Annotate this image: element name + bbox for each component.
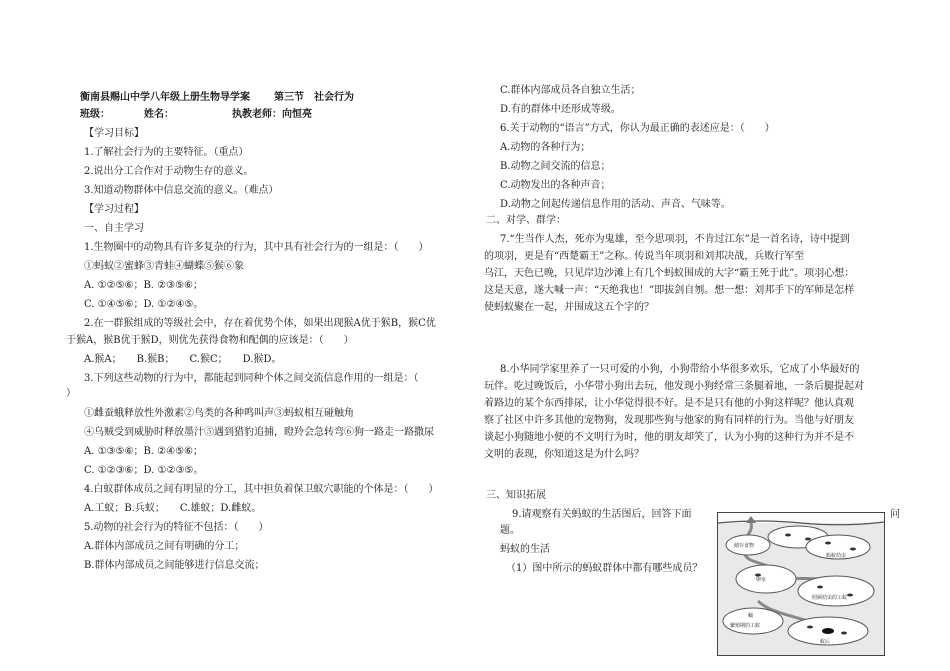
process-heading: 【学习过程】 [84,204,144,215]
chamber-label-queen: 蚁后 [820,639,831,645]
question-3-options-cd: C. ①②③⑥；D. ①②③⑤。 [84,465,204,476]
goal-2: 2.说出分工合作对于动物生存的意义。 [84,166,254,177]
nursery-chamber [798,576,874,606]
question-9-text-wrap: 问 [890,509,900,520]
teacher-label: 执教老师：向恒亮 [232,109,312,120]
question-8-line-2: 玩伴。吃过晚饭后，小华带小狗出去玩，他发现小狗经常三条腿着地，一条后腿提起对 [484,381,864,392]
ant [850,548,856,551]
question-9-text: 9.请观察有关蚂蚁的生活图后，回答下面 [512,509,692,520]
question-9-sub-1: （1）图中所示的蚂蚁群体中都有哪些成员？ [506,563,703,574]
question-7-line-1: 7.“生当作人杰，死亦为鬼雄，至今思项羽，不肯过江东”是一首名诗，诗中提到 [500,234,850,245]
ant [841,632,847,635]
ant [817,586,823,589]
ant-life-title: 蚂蚁的生活 [500,544,550,555]
document-title-line [80,91,354,105]
name-label: 姓名： [144,109,174,120]
question-7-line-4: 这是天意，遂大喊一声：“天绝我也！”即拔剑自刎。想一想：刘邦手下的军师是怎样 [484,285,855,296]
goals-heading: 【学习目标】 [84,128,144,139]
ant-nest-illustration [718,513,884,655]
ant [805,538,811,541]
chamber-label-eggs: 卵室 [756,577,767,583]
ant [847,594,853,597]
question-5-option-c: C.群体内部成员各自独立生活； [500,85,641,96]
document-title: 衡南县赐山中学八年级上册生物导学案 [80,92,250,103]
question-8-line-6: 文明的表现，你知道这是为什么吗？ [484,449,644,460]
question-6-option-b: B.动物之间交流的信息； [500,161,611,172]
ant [807,626,813,629]
question-6-option-d: D.动物之间起传递信息作用的活动、声音、气味等。 [500,199,731,210]
goal-3: 3.知道动物群体中信息交流的意义。（难点） [84,185,279,196]
question-3-items-2: ④乌贼受到威胁时释放墨汁⑤遇到猎豹追捕，瞪羚会急转弯⑥狗一路走一路撒尿 [84,427,434,438]
question-1-options-cd: C. ①④⑤⑥；D. ①②④⑤。 [84,299,204,310]
part-2-heading: 二、对学、群学： [486,215,566,226]
question-2-line-2: 于猴A，猴B优于猴D，则优先获得食物和配偶的应该是：（ ） [66,335,354,346]
question-5-option-b: B.群体内部成员之间能够进行信息交流； [84,560,265,571]
question-6-option-a: A.动物的各种行为； [500,142,591,153]
question-5: 5.动物的社会行为的特征不包括：（ ） [84,522,269,533]
question-3-line-1: 3.下列这些动物的行为中，都能起到同种个体之间交流信息作用的一组是：（ [84,373,419,384]
pupa-chamber [723,608,783,634]
question-3-line-2: ） [66,388,76,399]
question-3-options-ab: A. ①③⑤⑥；B. ②④⑤⑥； [84,446,204,457]
section-title: 第三节 社会行为 [274,92,354,103]
question-7-line-3: 乌江，天色已晚，只见岸边沙滩上有几个蚂蚁围成的大字“霸王死于此”。项羽心想： [484,268,855,279]
ant [825,542,831,545]
part-3-heading: 三、知识拓展 [486,490,546,501]
question-6: 6.关于动物的“语言”方式，你认为最正确的表述应是：（ ） [500,123,775,134]
question-8-line-4: 察了社区中许多其他的宠物狗，发现那些狗与他家的狗有同样的行为。当他与好朋友 [484,415,854,426]
question-7-line-2: 的项羽，更是有“西楚霸王”之称。传说当年项羽和刘邦决战，兵败行军至 [484,251,805,262]
question-1: 1.生物圈中的动物具有许多复杂的行为，其中具有社会行为的一组是：（ ） [84,242,429,253]
question-1-items: ①蚂蚁②蜜蜂③青蛙④蝴蝶⑤猴⑥象 [84,261,244,272]
question-4-options: A.工蚁；B.兵蚁； C.雄蚁；D.雌蚁。 [84,503,262,514]
question-2-line-1: 2.在一群猴组成的等级社会中，存在着优势个体，如果出现猴A优于猴B，猴C优 [84,318,436,329]
chamber-label-food: 储存食物 [734,543,755,549]
question-9-text-end: 题。 [500,525,520,536]
chamber-label-breeding-workers: 繁殖期的工蚁 [730,623,761,629]
question-5-option-a: A.群体内部成员之间有明确的分工； [84,541,245,552]
chamber-label-nurse-workers: 照顾幼虫的工蚁 [812,595,848,601]
question-2-options: A.猴A； B.猴B； C.猴C； D.猴D。 [84,354,282,365]
question-5-option-d: D.有的群体中还形成等级。 [500,104,621,115]
question-8-line-3: 着路边的某个东西排尿，让小华觉得很不好。是不是只有他的小狗这样呢？他认真观 [484,398,854,409]
question-4: 4.白蚁群体成员之间有明显的分工，其中担负着保卫蚁穴职能的个体是：（ ） [84,484,439,495]
goal-1: 1.了解社会行为的主要特征。（重点） [84,147,249,158]
queen-ant [822,628,834,634]
ant [785,534,791,537]
info-line [80,108,312,122]
question-3-items-1: ①雌蚕蛾释放性外激素②鸟类的各种鸣叫声③蚂蚁相互碰触角 [84,408,354,419]
chamber-label-pupae: 蛹 [748,613,754,619]
question-7-line-5: 使蚂蚁聚在一起，并围成这五个字的？ [484,302,654,313]
class-label: 班级： [80,109,110,120]
ant-nest-figure [717,512,885,656]
chamber-label-larvae: 蚂蚁幼虫 [826,553,847,559]
question-8-line-5: 谈起小狗随地小便的不文明行为时，他的朋友却笑了，认为小狗的这种行为并不是不 [484,432,854,443]
question-8-line-1: 8.小华同学家里养了一只可爱的小狗，小狗带给小华很多欢乐，它成了小华最好的 [500,364,860,375]
self-study-heading: 一、自主学习 [84,223,144,234]
question-1-options-ab: A. ①②⑤⑥；B. ②③⑤⑥； [84,280,204,291]
question-6-option-c: C.动物发出的各种声音； [500,180,611,191]
